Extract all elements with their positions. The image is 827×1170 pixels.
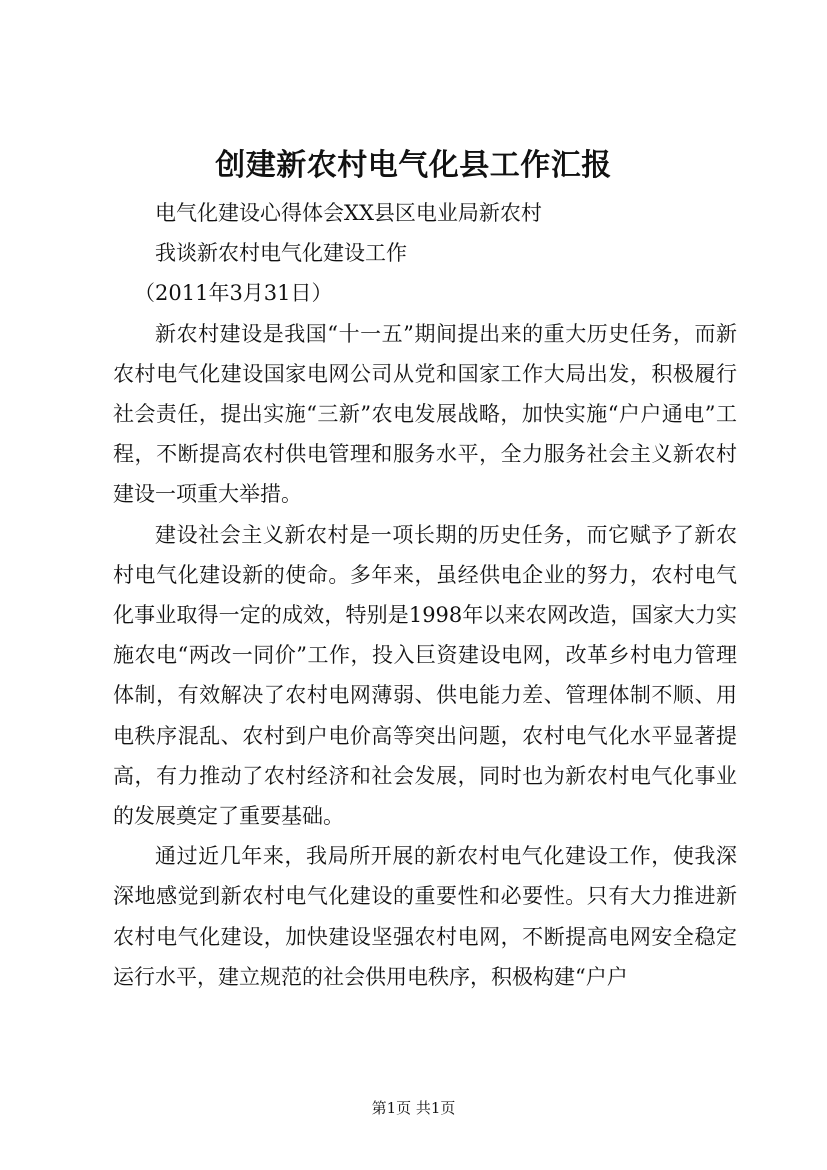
page-number-footer: 第1页 共1页: [371, 1099, 456, 1117]
paragraph-3: 通过近几年来，我局所开展的新农村电气化建设工作，使我深深地感觉到新农村电气化建设的重要性和必要性。只有大力推进新农村电气化建设，加快建设坚强农村电网，不断提高电网安全稳定运行水平，建立规范的社会供用电秩序，积极构建“户户: [113, 844, 737, 989]
document-body: [113, 193, 737, 997]
document-title: 创建新农村电气化县工作汇报: [215, 148, 612, 183]
paragraph-1: 新农村建设是我国“十一五”期间提出来的重大历史任务，而新农村电气化建设国家电网公司从党和国家工作大局出发，积极履行社会责任，提出实施“三新”农电发展战略，加快实施“户户通电”工程，不断提高农村供电管理和服务水平，全力服务社会主义新农村建设一项重大举措。: [113, 321, 737, 507]
document-date: （2011年3月31日）: [134, 281, 333, 306]
paragraph-2: 建设社会主义新农村是一项长期的历史任务，而它赋予了新农村电气化建设新的使命。多年来，虽经供电企业的努力，农村电气化事业取得一定的成效，特别是1998年以来农网改造，国家大力实施农电“两改一同价”工作，投入巨资建设电网，改革乡村电力管理体制，有效解决了农村电网薄弱、供电能力差、管理体制不顺、用电秩序混乱、农村到户电价高等突出问题，农村电气化水平显著提高，有力推动了农村经济和社会发展，同时也为新农村电气化事业的发展奠定了重要基础。: [113, 522, 737, 829]
subtitle-line-1: 电气化建设心得体会XX县区电业局新农村: [155, 201, 542, 225]
subtitle-line-2: 我谈新农村电气化建设工作: [155, 241, 407, 266]
